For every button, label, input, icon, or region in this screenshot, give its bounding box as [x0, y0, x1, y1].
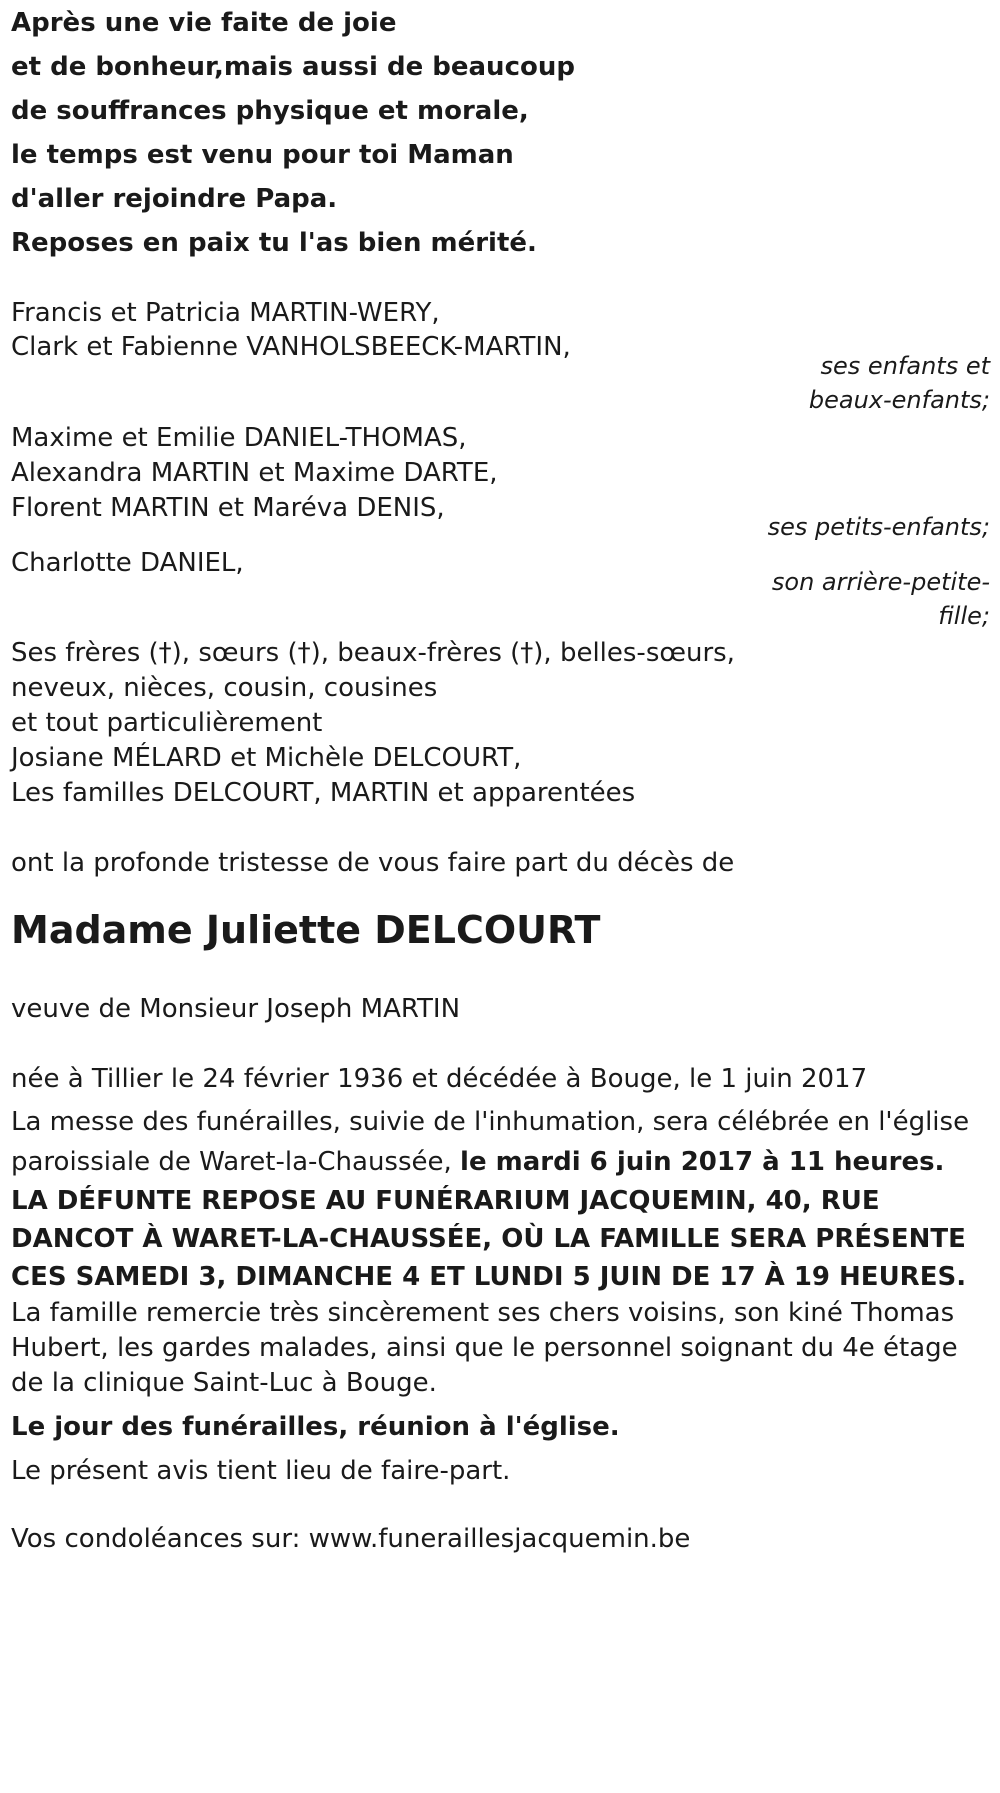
grandchildren-role: ses petits-enfants; — [767, 513, 990, 541]
children-role-line-1: ses enfants et — [820, 352, 990, 380]
ceremony-date: le mardi 6 juin 2017 à 11 heures. — [460, 1147, 945, 1177]
ceremony-paragraph — [11, 1102, 986, 1182]
family-line-2: neveux, nièces, cousin, cousines — [11, 673, 438, 703]
reunion-notice: Le jour des funérailles, réunion à l'église. — [11, 1412, 620, 1442]
children-line-1: Francis et Patricia MARTIN-WERY, — [11, 298, 440, 328]
grandchildren-line-1: Maxime et Emilie DANIEL-THOMAS, — [11, 423, 467, 453]
poem-line-2: et de bonheur,mais aussi de beaucoup — [11, 52, 575, 82]
great-grandchild-role-line-2: fille; — [938, 602, 990, 630]
birth-death-dates: née à Tillier le 24 février 1936 et décédée à Bouge, le 1 juin 2017 — [11, 1064, 868, 1094]
poem-line-4: le temps est venu pour toi Maman — [11, 140, 514, 170]
grandchildren-line-3: Florent MARTIN et Maréva DENIS, — [11, 493, 445, 523]
poem-line-6: Reposes en paix tu l'as bien mérité. — [11, 228, 537, 258]
family-line-3: et tout particulièrement — [11, 708, 323, 738]
faire-part-notice: Le présent avis tient lieu de faire-part. — [11, 1456, 511, 1486]
poem-line-5: d'aller rejoindre Papa. — [11, 184, 338, 214]
announcement: ont la profonde tristesse de vous faire part du décès de — [11, 848, 735, 878]
poem-line-3: de souffrances physique et morale, — [11, 96, 529, 126]
grandchildren-line-2: Alexandra MARTIN et Maxime DARTE, — [11, 458, 498, 488]
family-line-4: Josiane MÉLARD et Michèle DELCOURT, — [11, 743, 522, 773]
great-grandchild-name: Charlotte DANIEL, — [11, 548, 244, 578]
condolences-line: Vos condoléances sur: www.funeraillesjacquemin.be — [11, 1524, 691, 1554]
children-line-2: Clark et Fabienne VANHOLSBEECK-MARTIN, — [11, 332, 571, 362]
poem-line-1: Après une vie faite de joie — [11, 8, 397, 38]
ceremony-text: La messe des funérailles, suivie de l'inhumation, sera célébrée en l'église paroissiale de Waret-la-Chaussée, — [11, 1107, 970, 1177]
deceased-name: Madame Juliette DELCOURT — [11, 908, 601, 952]
great-grandchild-role-line-1: son arrière-petite- — [771, 568, 990, 596]
children-role-line-2: beaux-enfants; — [808, 386, 990, 414]
family-line-1: Ses frères (†), sœurs (†), beaux-frères (†), belles-sœurs, — [11, 638, 735, 668]
thanks-paragraph: La famille remercie très sincèrement ses chers voisins, son kiné Thomas Hubert, les gardes malades, ainsi que le personnel soignant du 4e étage de la clinique Saint-Luc à Bouge. — [11, 1298, 958, 1398]
widow-of: veuve de Monsieur Joseph MARTIN — [11, 994, 461, 1024]
funerarium-paragraph: LA DÉFUNTE REPOSE AU FUNÉRARIUM JACQUEMIN, 40, RUE DANCOT À WARET-LA-CHAUSSÉE, OÙ LA FAMILLE SERA PRÉSENTE CES SAMEDI 3, DIMANCHE 4 ET LUNDI 5 JUIN DE 17 À 19 HEURES. — [11, 1186, 967, 1292]
family-line-5: Les familles DELCOURT, MARTIN et apparentées — [11, 778, 636, 808]
